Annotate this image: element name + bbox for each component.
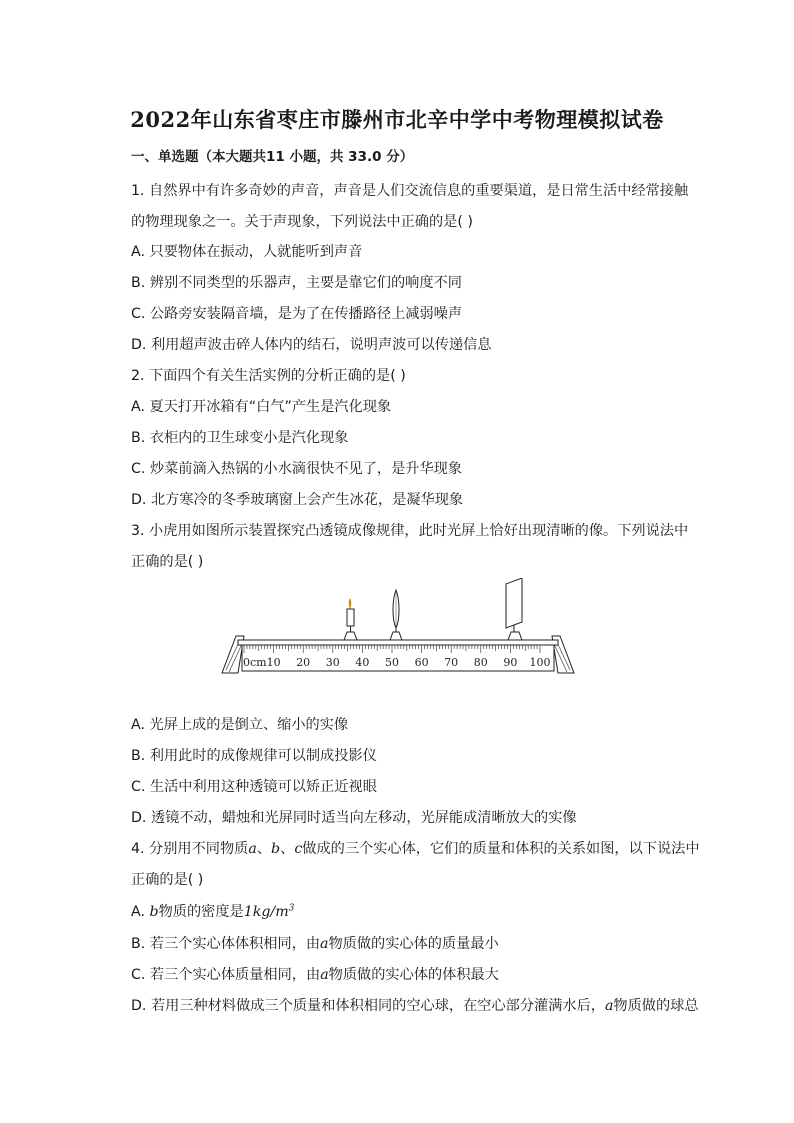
- q4-option-b: [131, 933, 499, 953]
- q1-option-c: C. 公路旁安装隔音墙，是为了在传播路径上减弱噪声: [131, 306, 463, 322]
- screen-holder: [508, 632, 522, 640]
- rail: [238, 640, 558, 645]
- var-a: a: [248, 841, 257, 857]
- q4-option-a: [131, 901, 294, 921]
- q2-option-a: A. 夏天打开冰箱有“白气”产生是汽化现象: [131, 399, 392, 415]
- q3-option-a: A. 光屏上成的是倒立、缩小的实像: [131, 717, 349, 733]
- ruler-tick-label: 80: [473, 656, 488, 669]
- screen-panel: [506, 578, 522, 628]
- ruler-tick-label: 100: [529, 656, 551, 669]
- option-text: 物质做的实心体的体积最大: [328, 967, 499, 983]
- q1-stem-line1: 1. 自然界中有许多奇妙的声音，声音是人们交流信息的重要渠道，是日常生活中经常接触: [131, 183, 689, 199]
- unit-exponent: 3: [288, 903, 295, 914]
- ruler-tick-label: 60: [414, 656, 429, 669]
- option-text: D. 若用三种材料做成三个质量和体积相同的空心球，在空心部分灌满水后，: [131, 998, 605, 1014]
- ruler-tick-label: 90: [503, 656, 518, 669]
- var-a: a: [320, 936, 329, 952]
- q2-stem: 2. 下面四个有关生活实例的分析正确的是( ): [131, 368, 406, 384]
- q3-stem-line1: 3. 小虎用如图所示装置探究凸透镜成像规律，此时光屏上恰好出现清晰的像。下列说法中: [131, 523, 689, 539]
- q4-stem-text: 做成的三个实心体，它们的质量和体积的关系如图，以下说法中: [302, 841, 700, 857]
- var-b: b: [149, 904, 159, 920]
- option-label: A.: [131, 904, 150, 920]
- candle-flame: [349, 599, 351, 608]
- option-text: C. 若三个实心体质量相同，由: [131, 967, 321, 983]
- q3-stem-line2: 正确的是( ): [131, 554, 204, 570]
- var-a: a: [320, 967, 329, 983]
- candle-body: [347, 609, 354, 626]
- var-c: c: [294, 841, 303, 857]
- ruler-tick-label: 50: [385, 656, 399, 669]
- section-heading: 一、单选题（本大题共11 小题，共 33.0 分）: [131, 149, 414, 165]
- option-text: 物质的密度是: [158, 904, 244, 920]
- separator: 、: [280, 841, 295, 857]
- q3-option-d: D. 透镜不动，蜡烛和光屏同时适当向左移动，光屏能成清晰放大的实像: [131, 810, 577, 826]
- q4-stem-line1: [131, 838, 700, 858]
- q4-option-c: [131, 964, 499, 984]
- optical-bench-svg: [220, 578, 576, 678]
- var-b: b: [271, 841, 281, 857]
- candle-holder: [344, 632, 357, 640]
- ruler-tick-label: 30: [325, 656, 340, 669]
- q1-option-a: A. 只要物体在振动，人就能听到声音: [131, 244, 363, 260]
- q3-option-c: C. 生活中利用这种透镜可以矫正近视眼: [131, 779, 377, 795]
- optical-bench-figure: [220, 578, 576, 678]
- separator: 、: [256, 841, 272, 857]
- q1-option-b: B. 辨别不同类型的乐器声，主要是靠它们的响度不同: [131, 275, 462, 291]
- q2-option-b: B. 衣柜内的卫生球变小是汽化现象: [131, 430, 349, 446]
- q1-option-d: D. 利用超声波击碎人体内的结石，说明声波可以传递信息: [131, 337, 492, 353]
- convex-lens: [390, 590, 402, 640]
- ruler-tick-label: 40: [355, 656, 370, 669]
- option-text: B. 若三个实心体体积相同，由: [131, 936, 321, 952]
- ruler-tick-label: 10: [266, 656, 281, 669]
- ruler-tick-label: 0cm: [243, 656, 267, 669]
- q2-option-c: C. 炒菜前滴入热锅的小水滴很快不见了，是升华现象: [131, 461, 463, 477]
- ruler-tick-label: 70: [444, 656, 459, 669]
- q4-stem-line2: 正确的是( ): [131, 872, 204, 888]
- q4-stem-text: 4. 分别用不同物质: [131, 841, 249, 857]
- ruler-tick-label: 20: [296, 656, 311, 669]
- option-text: 物质做的球总: [613, 998, 699, 1014]
- light-screen: [506, 578, 522, 640]
- q2-option-d: D. 北方寒冷的冬季玻璃窗上会产生冰花，是凝华现象: [131, 492, 464, 508]
- page-title: 2022年山东省枣庄市滕州市北辛中学中考物理模拟试卷: [130, 107, 664, 132]
- q1-stem-line2: 的物理现象之一。关于声现象，下列说法中正确的是( ): [131, 214, 473, 230]
- q4-option-d: [131, 995, 699, 1015]
- var-a: a: [604, 998, 614, 1014]
- q3-option-b: B. 利用此时的成像规律可以制成投影仪: [131, 748, 377, 764]
- density-unit: 1kg/m: [243, 904, 289, 920]
- candle: [344, 599, 357, 640]
- option-text: 物质做的实心体的质量最小: [328, 936, 499, 952]
- lens-holder: [390, 632, 402, 640]
